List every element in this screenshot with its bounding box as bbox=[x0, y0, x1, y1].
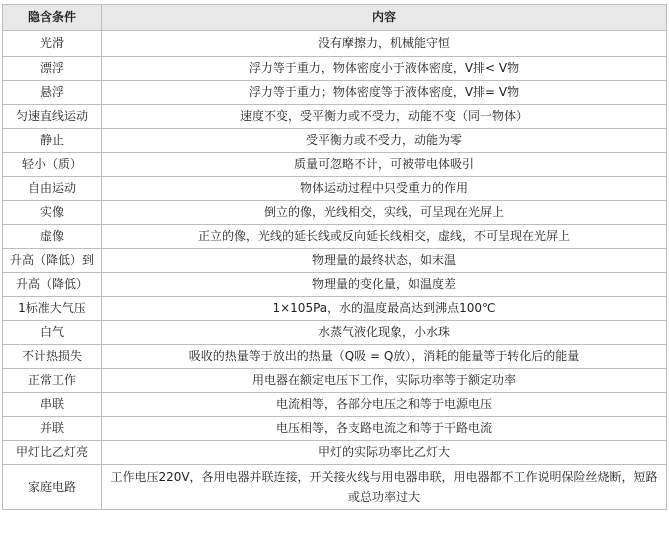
content-cell: 质量可忽略不计，可被带电体吸引 bbox=[102, 153, 667, 177]
condition-cell: 悬浮 bbox=[3, 81, 102, 105]
content-cell: 受平衡力或不受力，动能为零 bbox=[102, 129, 667, 153]
content-cell: 浮力等于重力，物体密度小于液体密度，V排< V物 bbox=[102, 57, 667, 81]
condition-cell: 轻小（质） bbox=[3, 153, 102, 177]
condition-cell: 虚像 bbox=[3, 225, 102, 249]
content-cell: 物理量的变化量，如温度差 bbox=[102, 273, 667, 297]
condition-cell: 甲灯比乙灯亮 bbox=[3, 441, 102, 465]
table-row bbox=[3, 177, 667, 201]
content-cell: 甲灯的实际功率比乙灯大 bbox=[102, 441, 667, 465]
content-cell: 速度不变，受平衡力或不受力，动能不变（同一物体） bbox=[102, 105, 667, 129]
content-cell: 物理量的最终状态，如末温 bbox=[102, 249, 667, 273]
table-row bbox=[3, 441, 667, 465]
condition-cell: 实像 bbox=[3, 201, 102, 225]
table-row bbox=[3, 465, 667, 510]
table-row bbox=[3, 369, 667, 393]
condition-cell: 并联 bbox=[3, 417, 102, 441]
table-row bbox=[3, 153, 667, 177]
condition-cell: 串联 bbox=[3, 393, 102, 417]
condition-cell: 白气 bbox=[3, 321, 102, 345]
table-row bbox=[3, 249, 667, 273]
content-cell: 1×105Pa，水的温度最高达到沸点100℃ bbox=[102, 297, 667, 321]
table-row bbox=[3, 393, 667, 417]
content-cell: 正立的像，光线的延长线或反向延长线相交，虚线，不可呈现在光屏上 bbox=[102, 225, 667, 249]
condition-cell: 静止 bbox=[3, 129, 102, 153]
condition-cell: 升高（降低） bbox=[3, 273, 102, 297]
content-cell: 电流相等，各部分电压之和等于电源电压 bbox=[102, 393, 667, 417]
table-row bbox=[3, 345, 667, 369]
table-row bbox=[3, 105, 667, 129]
content-cell: 没有摩擦力，机械能守恒 bbox=[102, 31, 667, 57]
table-row bbox=[3, 129, 667, 153]
table-row bbox=[3, 321, 667, 345]
condition-cell: 光滑 bbox=[3, 31, 102, 57]
content-cell: 水蒸气液化现象，小水珠 bbox=[102, 321, 667, 345]
condition-cell: 自由运动 bbox=[3, 177, 102, 201]
table-row bbox=[3, 81, 667, 105]
content-cell: 物体运动过程中只受重力的作用 bbox=[102, 177, 667, 201]
table-container bbox=[2, 4, 667, 510]
table-row bbox=[3, 31, 667, 57]
content-cell: 倒立的像，光线相交，实线，可呈现在光屏上 bbox=[102, 201, 667, 225]
table-row bbox=[3, 57, 667, 81]
header-content: 内容 bbox=[102, 5, 667, 31]
condition-cell: 不计热损失 bbox=[3, 345, 102, 369]
table-row bbox=[3, 297, 667, 321]
implicit-conditions-table bbox=[2, 4, 667, 510]
condition-cell: 1标准大气压 bbox=[3, 297, 102, 321]
content-cell: 电压相等，各支路电流之和等于干路电流 bbox=[102, 417, 667, 441]
condition-cell: 家庭电路 bbox=[3, 465, 102, 510]
content-cell: 用电器在额定电压下工作，实际功率等于额定功率 bbox=[102, 369, 667, 393]
table-row bbox=[3, 201, 667, 225]
condition-cell: 漂浮 bbox=[3, 57, 102, 81]
content-cell: 浮力等于重力；物体密度等于液体密度，V排= V物 bbox=[102, 81, 667, 105]
condition-cell: 正常工作 bbox=[3, 369, 102, 393]
content-cell: 工作电压220V，各用电器并联连接，开关接火线与用电器串联，用电器都不工作说明保险丝烧断，短路或总功率过大 bbox=[102, 465, 667, 510]
table-row bbox=[3, 417, 667, 441]
condition-cell: 匀速直线运动 bbox=[3, 105, 102, 129]
header-condition: 隐含条件 bbox=[3, 5, 102, 31]
table-row bbox=[3, 273, 667, 297]
table-row bbox=[3, 225, 667, 249]
content-cell: 吸收的热量等于放出的热量（Q吸 = Q放），消耗的能量等于转化后的能量 bbox=[102, 345, 667, 369]
table-header-row bbox=[3, 5, 667, 31]
condition-cell: 升高（降低）到 bbox=[3, 249, 102, 273]
